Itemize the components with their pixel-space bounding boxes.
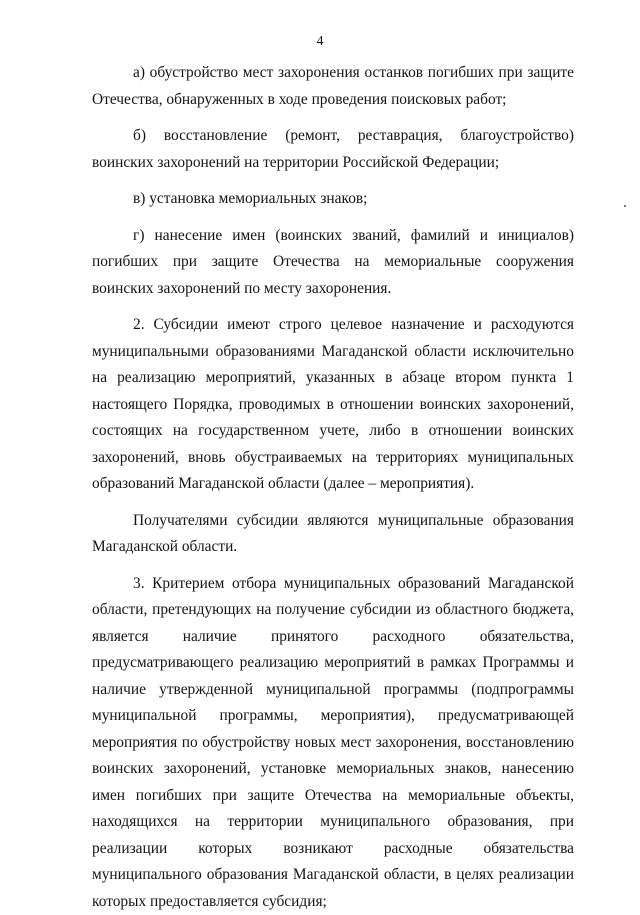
paragraph-item-g: г) нанесение имен (воинских званий, фамилий и инициалов) погибших при защите Отечества на мемориальные сооружения воинских захоронений по месту захоронения. [92, 223, 574, 303]
paragraph-clause-2: 2. Субсидии имеют строго целевое назначение и расходуются муниципальными образованиями Магаданской области исключительно на реализацию мероприятий, указанных в абзаце втором пункта 1 настоящего Порядка, проводимых в отношении воинских захоронений, состоящих на государственном учете, либо в отношении воинских захоронений, вновь обустраиваемых на территориях муниципальных образований Магаданской области (далее – мероприятия). [92, 312, 574, 498]
scan-edge-mark [624, 205, 626, 207]
page-number: 4 [0, 34, 640, 50]
paragraph-clause-3: 3. Критерием отбора муниципальных образований Магаданской области, претендующих на получение субсидии из областного бюджета, является наличие принятого расходного обязательства, предусматривающего реализацию мероприятий в рамках Программы и наличие утвержденной муниципальной программы (подпрограммы муниципальной программы, мероприятия), предусматривающей мероприятия по обустройству новых мест захоронения, восстановлению воинских захоронений, установке мемориальных знаков, нанесению имен погибших при защите Отечества на мемориальные объекты, находящихся на территории муниципального образования, при реализации которых возникают расходные обязательства муниципального образования Магаданской области, в целях реализации которых предоставляется субсидия; [92, 571, 574, 915]
document-body [92, 60, 574, 915]
paragraph-item-v: в) установка мемориальных знаков; [92, 186, 574, 213]
paragraph-recipients: Получателями субсидии являются муниципальные образования Магаданской области. [92, 508, 574, 561]
paragraph-item-b: б) восстановление (ремонт, реставрация, благоустройство) воинских захоронений на территории Российской Федерации; [92, 123, 574, 176]
paragraph-item-a: а) обустройство мест захоронения останков погибших при защите Отечества, обнаруженных в ходе проведения поисковых работ; [92, 60, 574, 113]
